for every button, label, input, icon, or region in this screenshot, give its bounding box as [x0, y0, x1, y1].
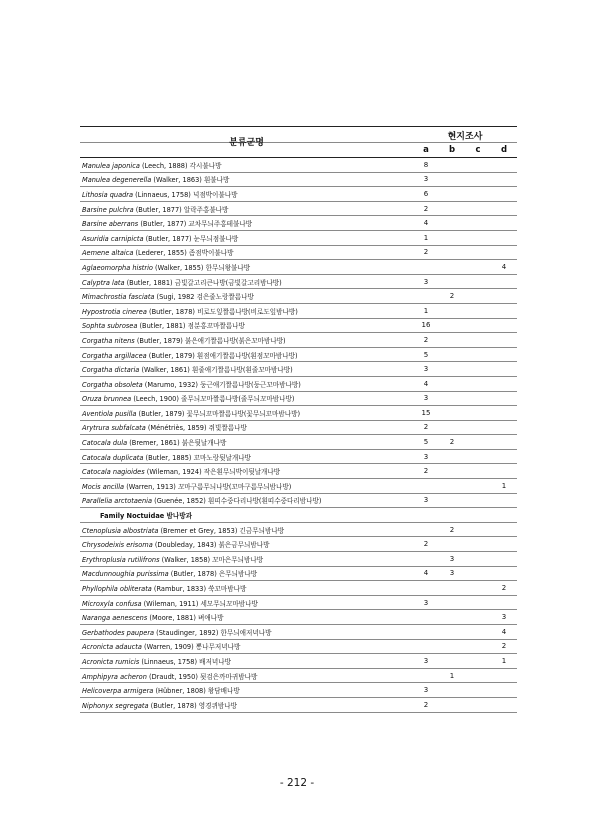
scientific-name: Manulea degenerella	[82, 176, 152, 185]
author-common-name: (Sugi, 1982 검은줄노랑짤름나방	[154, 293, 254, 302]
scientific-name: Acronicta rumicis	[82, 657, 140, 666]
table-row	[80, 494, 517, 509]
scientific-name: Hypostrotia cinerea	[82, 307, 147, 316]
table-row	[80, 654, 517, 669]
table-row	[80, 596, 517, 611]
table-row	[80, 392, 517, 407]
count-a: 2	[423, 467, 429, 476]
family-row	[80, 508, 517, 523]
author-common-name: (Wileman, 1911) 세모무늬꼬마밤나방	[141, 599, 258, 608]
table-header-top	[80, 126, 517, 148]
table-row	[80, 275, 517, 290]
scientific-name: Corgatha obsoleta	[82, 380, 143, 389]
count-d: 2	[501, 642, 507, 651]
author-common-name: (Doubleday, 1843) 붉은금무늬밤나방	[152, 541, 270, 550]
count-d: 3	[501, 613, 507, 622]
table-row	[80, 450, 517, 465]
scientific-name: Catocala dula	[82, 439, 128, 448]
scientific-name: Corgatha nitens	[82, 336, 135, 345]
column-c-header: c	[475, 145, 481, 155]
column-d-header: d	[500, 145, 508, 155]
scientific-name: Oruza brunnea	[82, 395, 132, 404]
table-row	[80, 319, 517, 334]
scientific-name: Sophta subrosea	[82, 322, 138, 331]
survey-header: 현지조사	[447, 132, 483, 142]
group-name-header: 분류군명	[229, 138, 264, 148]
author-common-name: (Butler, 1879) 흰점애기짤름나방(흰점꼬마밤나방)	[146, 351, 298, 360]
table-row	[80, 231, 517, 246]
count-a: 3	[423, 175, 429, 184]
count-b: 2	[449, 292, 455, 301]
count-a: 3	[423, 598, 429, 607]
scientific-name: Niphonyx segregata	[82, 701, 149, 710]
table-row	[80, 567, 517, 582]
count-a: 2	[423, 248, 429, 257]
author-common-name: (Lederer, 1855) 좀점박이불나방	[133, 249, 234, 258]
author-common-name: (Butler, 1881) 점분홍꼬마짤름나방	[137, 322, 245, 331]
author-common-name: (Butler, 1878) 영경퀴밤나방	[148, 701, 237, 710]
table-row	[80, 348, 517, 363]
author-common-name: (Butler, 1877) 교차무늬주홍테불나방	[138, 220, 253, 229]
table-row	[80, 435, 517, 450]
author-common-name: (Butler, 1878) 비로도잎짤름나방(비로도잎밤나방)	[146, 307, 298, 316]
table-row	[80, 173, 517, 188]
scientific-name: Manulea japonica	[82, 161, 140, 170]
count-a: 3	[423, 496, 429, 505]
table-row	[80, 625, 517, 640]
table-body	[80, 158, 517, 713]
scientific-name: Corgatha dictaria	[82, 366, 140, 375]
scientific-name: Aglaeomorpha histrio	[82, 263, 153, 272]
table-row	[80, 610, 517, 625]
column-b-header: b	[448, 145, 456, 155]
count-a: 4	[423, 379, 429, 388]
page-number: - 212 -	[279, 777, 315, 789]
scientific-name: Naranga aenescens	[82, 614, 148, 623]
scientific-name: Chrysodeixis erisoma	[82, 541, 153, 550]
author-common-name: (Bremer et Grey, 1853) 긴금무늬밤나방	[158, 526, 285, 535]
scientific-name: Lithosia quadra	[82, 190, 134, 199]
author-common-name: (Linnaeus, 1758) 넉점박이불나방	[133, 190, 238, 199]
author-common-name: (Moore, 1881) 벼애나방	[147, 614, 224, 623]
author-common-name: (Butler, 1881) 금빛갈고리큰나방(금빛갈고리밤나방)	[124, 278, 282, 287]
table-row	[80, 362, 517, 377]
table-row	[80, 158, 517, 173]
count-d: 4	[501, 627, 507, 636]
count-a: 3	[423, 365, 429, 374]
count-a: 6	[423, 189, 429, 198]
scientific-name: Erythroplusia rutilifrons	[82, 555, 160, 564]
count-a: 4	[423, 569, 429, 578]
table-row	[80, 479, 517, 494]
table-row	[80, 289, 517, 304]
scientific-name: Acronicta adaucta	[82, 643, 142, 652]
author-common-name: (Walker, 1863) 흰불나방	[151, 176, 230, 185]
species-table	[80, 126, 517, 713]
scientific-name: Amphipyra acheron	[82, 672, 147, 681]
table-row	[80, 537, 517, 552]
scientific-name: Mimachrostia fasciata	[82, 293, 155, 302]
author-common-name: (Guenée, 1852) 흰띠수중다리나방(흰띠수중다리밤나방)	[152, 497, 322, 506]
author-common-name: (Linnaeus, 1758) 배저녁나방	[139, 657, 232, 666]
table-row	[80, 421, 517, 436]
count-a: 3	[423, 394, 429, 403]
count-a: 2	[423, 700, 429, 709]
scientific-name: Barsine pulchra	[82, 205, 134, 214]
table-row	[80, 698, 517, 713]
count-b: 3	[449, 569, 455, 578]
count-a: 5	[423, 350, 429, 359]
count-a: 2	[423, 204, 429, 213]
author-common-name: (Butler, 1877) 알락주홍불나방	[133, 205, 229, 214]
count-d: 1	[501, 656, 507, 665]
scientific-name: Ctenoplusia albostriata	[82, 526, 159, 535]
scientific-name: Aventiola pusilla	[82, 409, 137, 418]
author-common-name: (Marumo, 1932) 둥근애기짤름나방(둥근꼬마밤나방)	[142, 380, 301, 389]
count-b: 2	[449, 438, 455, 447]
count-b: 1	[449, 671, 455, 680]
count-a: 2	[423, 540, 429, 549]
author-common-name: (Wileman, 1924) 작은흰무늬박이뒷날개나방	[144, 468, 281, 477]
author-common-name: (Butler, 1879) 붉은애기짤름나방(붉은꼬마밤나방)	[134, 336, 286, 345]
count-a: 1	[423, 233, 429, 242]
count-a: 5	[423, 438, 429, 447]
table-row	[80, 523, 517, 538]
table-row	[80, 246, 517, 261]
scientific-name: Aemene altaica	[82, 249, 134, 258]
scientific-name: Asuridia carnipicta	[82, 234, 144, 243]
author-common-name: (Leech, 1888) 각시불나방	[139, 161, 222, 170]
author-common-name: (Warren, 1913) 꼬마구름무늬나방(꼬마구름무늬밤나방)	[124, 482, 292, 491]
count-a: 3	[423, 452, 429, 461]
scientific-name: Phyllophila obliterata	[82, 585, 152, 594]
count-a: 8	[423, 160, 429, 169]
table-row	[80, 683, 517, 698]
table-row	[80, 333, 517, 348]
count-d: 1	[501, 481, 507, 490]
scientific-name: Catocala nagioides	[82, 468, 145, 477]
count-a: 3	[423, 656, 429, 665]
author-common-name: (Hübner, 1808) 왕담배나방	[153, 687, 240, 696]
author-common-name: (Draudt, 1950) 됫검은까마귀밤나방	[146, 672, 258, 681]
author-common-name: (Bremer, 1861) 붉은뒷날개나방	[127, 439, 227, 448]
count-d: 4	[501, 262, 507, 271]
author-common-name: (Warren, 1909) 뽕나무저녁나방	[141, 643, 241, 652]
scientific-name: Calyptra lata	[82, 278, 125, 287]
author-common-name: (Butler, 1877) 눈무늬점불나방	[143, 234, 239, 243]
table-row	[80, 187, 517, 202]
author-common-name: (Walker, 1861) 흰줄애기짤름나방(흰줄꼬마밤나방)	[139, 366, 293, 375]
table-row	[80, 464, 517, 479]
table-row	[80, 406, 517, 421]
count-a: 16	[421, 321, 431, 330]
count-a: 1	[423, 306, 429, 315]
author-common-name: (Rambur, 1833) 쑥꼬마밤나방	[151, 585, 247, 594]
author-common-name: (Walker, 1858) 꼬마은무늬밤나방	[159, 555, 264, 564]
scientific-name: Mocis ancilla	[82, 482, 125, 491]
count-a: 3	[423, 277, 429, 286]
table-row	[80, 216, 517, 231]
author-common-name: (Butler, 1879) 꽃무늬꼬마짤름나방(꽃무늬꼬마밤나방)	[136, 409, 301, 418]
scientific-name: Microxyla confusa	[82, 599, 142, 608]
family-label: Family Noctuidae 밤나방과	[100, 512, 193, 521]
count-b: 2	[449, 525, 455, 534]
author-common-name: (Butler, 1878) 은무늬밤나방	[168, 570, 258, 579]
scientific-name: Gerbathodes paupera	[82, 628, 155, 637]
table-row	[80, 260, 517, 275]
author-common-name: (Butler, 1885) 꼬마노랑뒷날개나방	[143, 453, 251, 462]
count-d: 2	[501, 584, 507, 593]
author-common-name: (Walker, 1855) 한무늬왕불나방	[152, 263, 251, 272]
table-row	[80, 581, 517, 596]
count-a: 2	[423, 423, 429, 432]
table-row	[80, 304, 517, 319]
scientific-name: Arytrura subfalcata	[82, 424, 146, 433]
author-common-name: (Staudinger, 1892) 한무늬애저녁나방	[154, 628, 272, 637]
table-row	[80, 552, 517, 567]
author-common-name: (Leech, 1900) 줄무늬꼬마짤름나방(줄무늬꼬마밤나방)	[131, 395, 295, 404]
table-row	[80, 202, 517, 217]
scientific-name: Helicoverpa armigera	[82, 687, 154, 696]
author-common-name: (Ménétriès, 1859) 쥐빛짤름나방	[145, 424, 247, 433]
count-a: 2	[423, 335, 429, 344]
scientific-name: Catocala duplicata	[82, 453, 144, 462]
count-a: 3	[423, 686, 429, 695]
table-row	[80, 640, 517, 655]
table-row	[80, 377, 517, 392]
count-b: 3	[449, 554, 455, 563]
column-a-header: a	[423, 145, 429, 155]
scientific-name: Corgatha argillacea	[82, 351, 147, 360]
scientific-name: Parallelia arctotaenia	[82, 497, 153, 506]
scientific-name: Barsine aberrans	[82, 220, 139, 229]
scientific-name: Macdunnoughia purissima	[82, 570, 169, 579]
table-row	[80, 669, 517, 684]
count-a: 4	[423, 219, 429, 228]
count-a: 15	[421, 408, 431, 417]
